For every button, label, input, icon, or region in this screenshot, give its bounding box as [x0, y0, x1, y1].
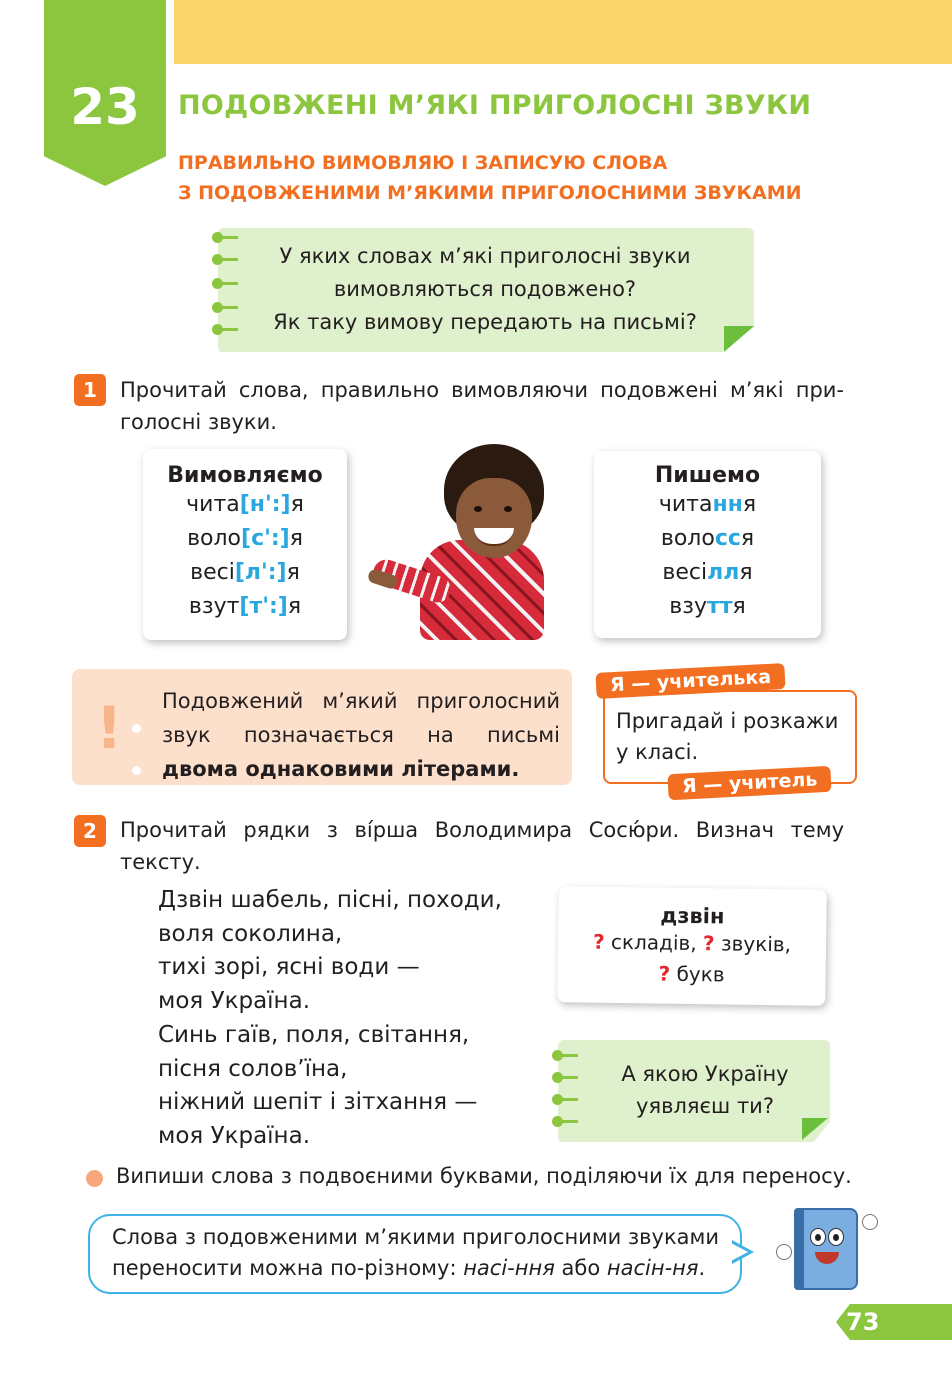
teacher-male-tag: Я — учитель — [667, 766, 832, 801]
pronounce-word: чита[н':]я — [186, 492, 304, 517]
analysis-word: дзвін — [660, 903, 725, 929]
word-analysis-card — [557, 886, 827, 1006]
write-word: читання — [658, 492, 757, 517]
task-1-text: Прочитай слова, правильно вимовляючи подовжені м’які приголосні звуки. — [120, 378, 844, 434]
lesson-number: 23 — [70, 78, 140, 136]
pronounce-word: воло[с':]я — [187, 526, 303, 551]
poem-line: пісня солов’їна, — [158, 1055, 348, 1082]
poem — [158, 884, 502, 1154]
analysis-line: ? букв — [658, 961, 725, 987]
write-word: волосся — [660, 526, 755, 551]
write-card — [594, 451, 821, 638]
task-1-badge: 1 — [74, 374, 106, 406]
subtitle-line-2: З ПОДОВЖЕНИМИ М’ЯКИМИ ПРИГОЛОСНИМИ ЗВУКАМИ — [178, 182, 802, 204]
task-3-text: Випиши слова з подвоєними буквами, поділяючи їх для переносу. — [116, 1164, 852, 1188]
task-2-badge: 2 — [74, 815, 106, 847]
task-3-bullet — [86, 1170, 103, 1187]
poem-line: воля соколина, — [158, 920, 343, 947]
teacher-female-tag: Я — учителька — [595, 663, 785, 699]
poem-line: Синь гаїв, поля, світання, — [158, 1021, 470, 1048]
write-heading: Пишемо — [654, 463, 761, 488]
hyphen-rule-line-1: Слова з подовженими м’якими приголосними звуками — [112, 1225, 720, 1249]
pronounce-card — [143, 449, 347, 640]
teacher-box-text: Пригадай і розкажи у класі. — [616, 709, 839, 764]
intro-line-1: У яких словах м’які приголосні звуки — [279, 244, 691, 268]
poem-line: моя Україна. — [158, 1122, 311, 1149]
intro-line-2: вимовляються подовжено? — [333, 277, 637, 301]
ukraine-line-2: уявляєш ти? — [636, 1094, 774, 1118]
page-title: ПОДОВЖЕНІ М’ЯКІ ПРИГОЛОСНІ ЗВУКИ — [178, 90, 812, 121]
hyphen-rule-text — [112, 1222, 732, 1284]
task-2-text: Прочитай рядки з ві́рша Володимира Сосю́ри. Визнач тему тексту. — [120, 818, 844, 874]
write-word: взуття — [669, 594, 746, 619]
page-subtitle — [178, 148, 802, 208]
note-fold-corner — [724, 326, 754, 352]
ukraine-line-1: А якою Україну — [621, 1062, 789, 1086]
intro-question-text — [250, 240, 720, 339]
poem-line: ніжний шепіт і зітхання — — [158, 1089, 478, 1116]
subtitle-line-1: ПРАВИЛЬНО ВИМОВЛЯЮ І ЗАПИСУЮ СЛОВА — [178, 152, 668, 174]
page-number: 73 — [846, 1308, 880, 1336]
top-banner — [174, 0, 952, 64]
poem-line: тихі зорі, ясні води — — [158, 954, 420, 981]
write-word: весілля — [662, 560, 753, 585]
pronounce-word: взут[т':]я — [188, 594, 302, 619]
analysis-line: ? складів, ? звуків, — [592, 929, 792, 957]
poem-line: Дзвін шабель, пісні, походи, — [158, 887, 502, 913]
rule-text: Подовжений м’який приголосний звук позначається на письмі двома однаковими літерами. — [162, 689, 560, 781]
exclamation-icon: ! — [96, 694, 123, 762]
ukraine-question-text — [590, 1058, 820, 1122]
hyphen-rule-line-2: переносити можна по-різному: насі-ння або насін-ня. — [112, 1256, 706, 1280]
rule-dot — [132, 724, 141, 733]
pronounce-heading: Вимовляємо — [167, 463, 323, 488]
intro-line-3: Як таку вимову передають на письмі? — [273, 310, 697, 334]
poem-line: моя Україна. — [158, 988, 311, 1015]
pronounce-word: весі[л':]я — [190, 560, 300, 585]
rule-dot — [132, 766, 141, 775]
